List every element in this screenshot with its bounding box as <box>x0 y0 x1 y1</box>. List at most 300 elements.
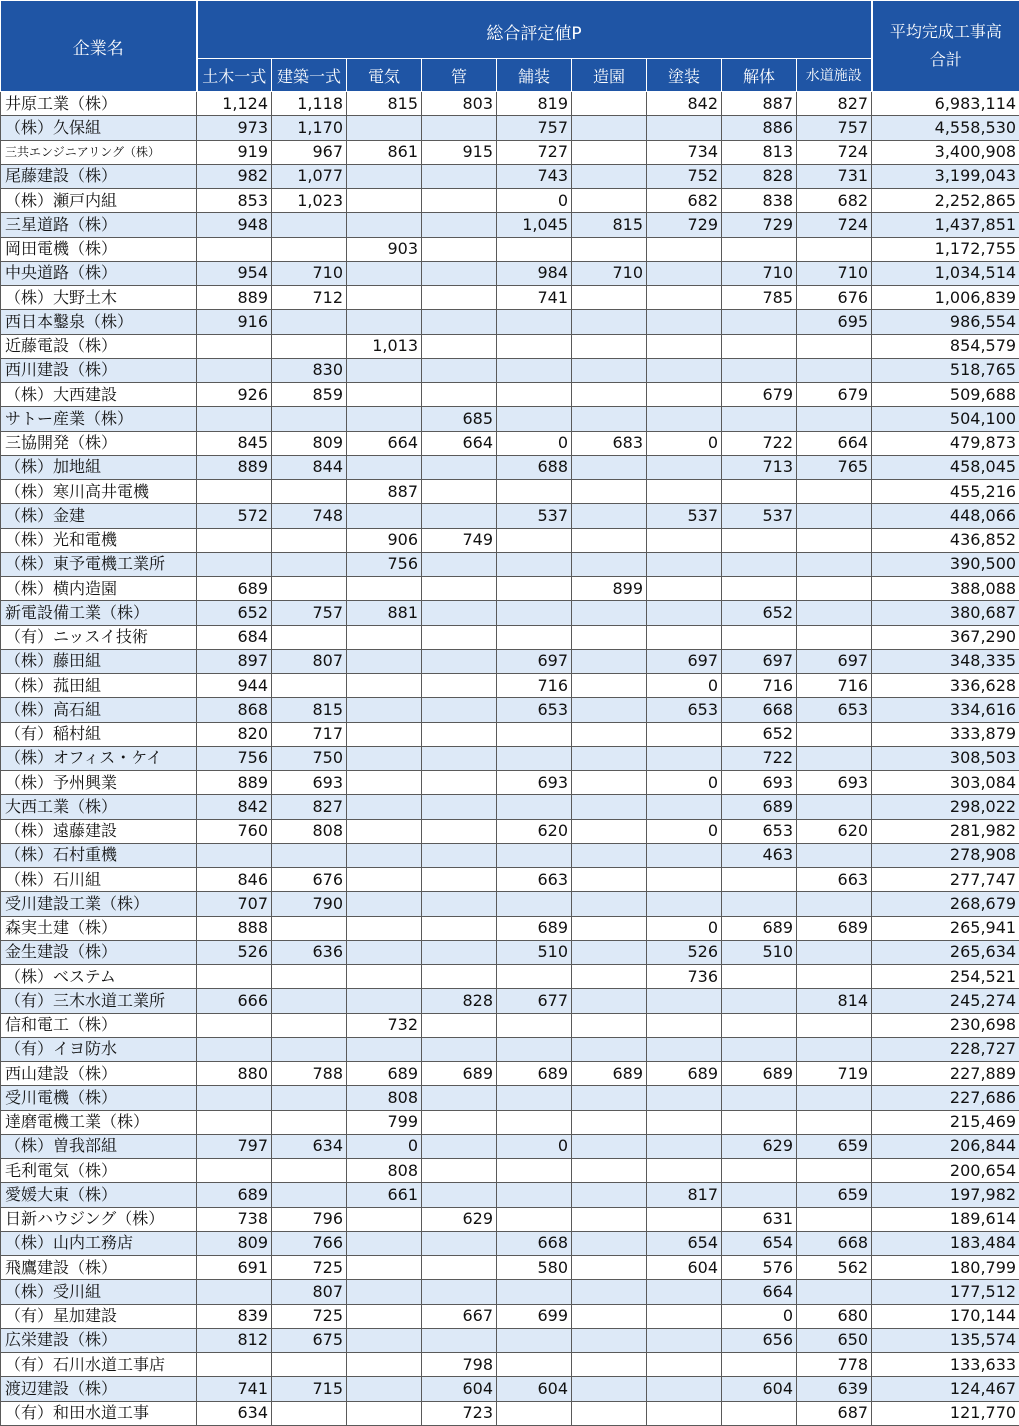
score-cell: 604 <box>722 1377 797 1401</box>
table-row <box>1 116 1019 140</box>
avg-completed-works-cell: 200,654 <box>872 1159 1019 1183</box>
score-cell: 463 <box>722 843 797 867</box>
score-cell <box>422 746 497 770</box>
score-cell: 766 <box>272 1231 347 1255</box>
score-cell <box>347 771 422 795</box>
score-cell <box>572 358 647 382</box>
score-cell: 537 <box>497 504 572 528</box>
company-name-cell: （株）受川組 <box>1 1280 197 1304</box>
score-cell <box>347 1037 422 1061</box>
table-row <box>1 795 1019 819</box>
score-cell: 944 <box>197 674 272 698</box>
score-cell: 809 <box>197 1231 272 1255</box>
score-cell <box>347 383 422 407</box>
score-cell <box>722 1013 797 1037</box>
score-cell <box>422 577 497 601</box>
company-name-cell: （株）曽我部組 <box>1 1134 197 1158</box>
avg-completed-works-cell: 278,908 <box>872 843 1019 867</box>
avg-completed-works-cell: 281,982 <box>872 819 1019 843</box>
score-cell: 691 <box>197 1256 272 1280</box>
avg-completed-works-cell: 6,983,114 <box>872 92 1019 116</box>
company-name-cell: （有）星加建設 <box>1 1304 197 1328</box>
score-cell: 757 <box>272 601 347 625</box>
company-name-cell: 岡田電機（株） <box>1 237 197 261</box>
score-cell <box>722 552 797 576</box>
score-cell: 716 <box>497 674 572 698</box>
table-row <box>1 819 1019 843</box>
score-cell: 1,170 <box>272 116 347 140</box>
company-name-cell: 森実土建（株） <box>1 916 197 940</box>
avg-completed-works-cell: 1,437,851 <box>872 213 1019 237</box>
score-cell: 634 <box>272 1134 347 1158</box>
table-row <box>1 286 1019 310</box>
score-cell <box>722 480 797 504</box>
score-cell <box>722 892 797 916</box>
score-cell <box>422 213 497 237</box>
score-cell <box>422 916 497 940</box>
score-cell: 689 <box>197 1183 272 1207</box>
score-cell <box>272 1159 347 1183</box>
score-cell <box>422 358 497 382</box>
company-name-cell: 日新ハウジング（株） <box>1 1207 197 1231</box>
table-row <box>1 868 1019 892</box>
score-cell: 725 <box>272 1256 347 1280</box>
score-cell <box>572 1110 647 1134</box>
score-cell: 652 <box>722 722 797 746</box>
score-cell <box>347 504 422 528</box>
table-row <box>1 528 1019 552</box>
score-cell: 788 <box>272 1062 347 1086</box>
avg-completed-works-cell: 268,679 <box>872 892 1019 916</box>
score-cell: 664 <box>722 1280 797 1304</box>
score-cell: 731 <box>797 164 872 188</box>
avg-completed-works-cell: 336,628 <box>872 674 1019 698</box>
score-cell <box>647 892 722 916</box>
score-cell: 741 <box>197 1377 272 1401</box>
score-cell <box>347 310 422 334</box>
score-cell <box>497 577 572 601</box>
score-cell <box>722 1183 797 1207</box>
score-cell: 629 <box>422 1207 497 1231</box>
score-cell: 697 <box>647 649 722 673</box>
score-cell <box>347 1256 422 1280</box>
table-row <box>1 334 1019 358</box>
score-cell <box>197 552 272 576</box>
score-cell <box>347 625 422 649</box>
company-name-cell: 信和電工（株） <box>1 1013 197 1037</box>
score-cell <box>197 237 272 261</box>
score-cell <box>272 965 347 989</box>
score-cell: 736 <box>647 965 722 989</box>
score-cell <box>272 1110 347 1134</box>
score-cell: 656 <box>722 1328 797 1352</box>
score-cell: 689 <box>572 1062 647 1086</box>
score-cell <box>572 746 647 770</box>
score-cell <box>347 1377 422 1401</box>
score-cell <box>497 1110 572 1134</box>
company-name-cell: （株）石川組 <box>1 868 197 892</box>
score-cell <box>422 1086 497 1110</box>
company-name-cell: 井原工業（株） <box>1 92 197 116</box>
table-row <box>1 649 1019 673</box>
score-cell: 713 <box>722 455 797 479</box>
avg-completed-works-cell: 265,634 <box>872 940 1019 964</box>
avg-completed-works-cell: 189,614 <box>872 1207 1019 1231</box>
score-cell: 0 <box>497 189 572 213</box>
score-cell: 729 <box>647 213 722 237</box>
table-row <box>1 1328 1019 1352</box>
score-cell: 661 <box>347 1183 422 1207</box>
avg-header-line2: 合計 <box>929 50 962 69</box>
score-cell <box>722 625 797 649</box>
score-cell: 699 <box>497 1304 572 1328</box>
score-cell <box>797 528 872 552</box>
table-row <box>1 1159 1019 1183</box>
score-cell: 815 <box>272 698 347 722</box>
score-cell: 664 <box>797 431 872 455</box>
score-cell: 0 <box>647 431 722 455</box>
score-cell <box>422 965 497 989</box>
score-cell <box>647 358 722 382</box>
company-name-cell: 毛利電気（株） <box>1 1159 197 1183</box>
score-cell: 906 <box>347 528 422 552</box>
score-cell <box>347 989 422 1013</box>
score-cell <box>347 1280 422 1304</box>
score-cell: 689 <box>347 1062 422 1086</box>
score-cell <box>647 237 722 261</box>
score-cell: 634 <box>197 1401 272 1425</box>
score-cell: 1,124 <box>197 92 272 116</box>
table-row <box>1 1134 1019 1158</box>
score-cell <box>422 722 497 746</box>
score-cell <box>797 746 872 770</box>
score-cell: 653 <box>497 698 572 722</box>
table-row <box>1 965 1019 989</box>
score-cell <box>272 1401 347 1425</box>
score-cell <box>422 1256 497 1280</box>
score-cell <box>722 989 797 1013</box>
score-cell <box>197 358 272 382</box>
company-name-cell: （株）遠藤建設 <box>1 819 197 843</box>
company-name-cell: 大西工業（株） <box>1 795 197 819</box>
score-cell: 724 <box>797 213 872 237</box>
score-cell <box>647 116 722 140</box>
score-cell: 807 <box>272 1280 347 1304</box>
score-cell: 604 <box>422 1377 497 1401</box>
score-cell <box>422 237 497 261</box>
score-cell: 666 <box>197 989 272 1013</box>
score-cell <box>422 795 497 819</box>
score-cell <box>422 552 497 576</box>
avg-completed-works-cell: 227,686 <box>872 1086 1019 1110</box>
score-cell <box>572 189 647 213</box>
score-cell: 697 <box>722 649 797 673</box>
score-cell <box>497 237 572 261</box>
score-cell <box>797 480 872 504</box>
score-cell <box>797 625 872 649</box>
score-cell: 845 <box>197 431 272 455</box>
score-cell <box>272 528 347 552</box>
avg-completed-works-cell: 177,512 <box>872 1280 1019 1304</box>
table-row <box>1 1353 1019 1377</box>
score-cell <box>272 213 347 237</box>
score-cell: 654 <box>722 1231 797 1255</box>
score-cell: 757 <box>797 116 872 140</box>
score-cell: 653 <box>647 698 722 722</box>
avg-completed-works-cell: 170,144 <box>872 1304 1019 1328</box>
score-cell: 667 <box>422 1304 497 1328</box>
score-cell <box>272 843 347 867</box>
score-cell <box>647 1207 722 1231</box>
score-cell <box>647 1134 722 1158</box>
score-cell <box>572 92 647 116</box>
score-cell: 620 <box>497 819 572 843</box>
table-row <box>1 1183 1019 1207</box>
score-cell <box>272 552 347 576</box>
score-cell <box>797 504 872 528</box>
score-cell: 817 <box>647 1183 722 1207</box>
avg-header-line1: 平均完成工事高 <box>889 22 1002 41</box>
score-cell <box>272 916 347 940</box>
score-cell <box>497 310 572 334</box>
score-cell <box>572 1280 647 1304</box>
score-cell: 813 <box>722 140 797 164</box>
score-cell: 984 <box>497 261 572 285</box>
table-row <box>1 92 1019 116</box>
company-name-cell: （株）瀬戸内組 <box>1 189 197 213</box>
score-cell: 807 <box>272 649 347 673</box>
company-name-cell: （株）横内造園 <box>1 577 197 601</box>
table-row <box>1 1207 1019 1231</box>
score-cell <box>197 965 272 989</box>
score-cell: 973 <box>197 116 272 140</box>
col-header-suidou: 水道施設 <box>797 59 872 92</box>
score-cell <box>797 407 872 431</box>
avg-completed-works-cell: 1,034,514 <box>872 261 1019 285</box>
company-name-cell: （有）イヨ防水 <box>1 1037 197 1061</box>
company-column-header: 企業名 <box>1 1 197 92</box>
score-cell: 757 <box>497 116 572 140</box>
score-cell <box>797 358 872 382</box>
score-cell <box>647 1401 722 1425</box>
score-cell: 812 <box>197 1328 272 1352</box>
score-cell <box>572 504 647 528</box>
score-cell: 684 <box>197 625 272 649</box>
company-name-cell: 尾藤建設（株） <box>1 164 197 188</box>
score-cell: 668 <box>722 698 797 722</box>
score-cell <box>647 601 722 625</box>
score-cell: 537 <box>647 504 722 528</box>
score-group-header: 総合評定値P <box>197 1 872 59</box>
score-cell <box>572 1037 647 1061</box>
score-cell <box>722 1086 797 1110</box>
score-cell <box>347 577 422 601</box>
score-cell: 572 <box>197 504 272 528</box>
score-cell <box>797 577 872 601</box>
score-cell <box>422 601 497 625</box>
table-row <box>1 1086 1019 1110</box>
company-name-cell: （株）石村重機 <box>1 843 197 867</box>
score-cell <box>272 989 347 1013</box>
score-cell: 562 <box>797 1256 872 1280</box>
table-header <box>1 1 1019 92</box>
score-cell <box>497 358 572 382</box>
score-cell: 689 <box>797 916 872 940</box>
score-cell <box>422 383 497 407</box>
table-row <box>1 237 1019 261</box>
score-cell <box>572 1134 647 1158</box>
table-row <box>1 1377 1019 1401</box>
company-name-cell: （株）予州興業 <box>1 771 197 795</box>
table-row <box>1 722 1019 746</box>
score-cell <box>197 1037 272 1061</box>
score-cell <box>647 577 722 601</box>
score-cell <box>422 649 497 673</box>
score-cell: 0 <box>647 771 722 795</box>
score-cell <box>572 552 647 576</box>
score-cell <box>572 480 647 504</box>
company-name-cell: 西日本鑿泉（株） <box>1 310 197 334</box>
score-cell <box>272 237 347 261</box>
score-cell <box>722 1037 797 1061</box>
score-cell: 689 <box>497 1062 572 1086</box>
score-cell <box>572 1013 647 1037</box>
score-cell: 926 <box>197 383 272 407</box>
score-cell <box>197 1159 272 1183</box>
score-cell <box>497 1183 572 1207</box>
table-row <box>1 431 1019 455</box>
score-cell <box>722 1353 797 1377</box>
avg-completed-works-cell: 197,982 <box>872 1183 1019 1207</box>
company-name-cell: 渡辺建設（株） <box>1 1377 197 1401</box>
avg-completed-works-cell: 308,503 <box>872 746 1019 770</box>
score-cell <box>347 286 422 310</box>
table-row <box>1 164 1019 188</box>
score-cell: 0 <box>647 819 722 843</box>
score-cell <box>347 1401 422 1425</box>
score-cell <box>572 528 647 552</box>
avg-completed-works-cell: 230,698 <box>872 1013 1019 1037</box>
score-cell: 842 <box>647 92 722 116</box>
score-cell: 899 <box>572 577 647 601</box>
score-cell: 808 <box>347 1159 422 1183</box>
avg-completed-works-cell: 215,469 <box>872 1110 1019 1134</box>
score-cell <box>797 722 872 746</box>
score-cell <box>722 528 797 552</box>
score-cell: 659 <box>797 1134 872 1158</box>
score-cell <box>422 1231 497 1255</box>
score-cell: 0 <box>497 431 572 455</box>
score-cell <box>572 1159 647 1183</box>
score-cell <box>422 868 497 892</box>
score-cell: 629 <box>722 1134 797 1158</box>
score-cell <box>647 868 722 892</box>
score-cell: 676 <box>272 868 347 892</box>
score-cell: 576 <box>722 1256 797 1280</box>
score-cell <box>497 1328 572 1352</box>
score-cell: 697 <box>797 649 872 673</box>
score-cell <box>572 455 647 479</box>
score-cell: 668 <box>797 1231 872 1255</box>
score-cell: 687 <box>797 1401 872 1425</box>
score-cell <box>647 795 722 819</box>
score-cell <box>272 1086 347 1110</box>
company-name-cell: 金生建設（株） <box>1 940 197 964</box>
score-cell <box>647 1037 722 1061</box>
avg-completed-works-cell: 390,500 <box>872 552 1019 576</box>
table-row <box>1 189 1019 213</box>
avg-completed-works-cell: 388,088 <box>872 577 1019 601</box>
score-cell: 677 <box>497 989 572 1013</box>
avg-completed-works-cell: 2,252,865 <box>872 189 1019 213</box>
score-cell: 685 <box>422 407 497 431</box>
avg-completed-works-cell: 183,484 <box>872 1231 1019 1255</box>
score-cell <box>497 1159 572 1183</box>
score-cell <box>722 1159 797 1183</box>
company-name-cell: 西山建設（株） <box>1 1062 197 1086</box>
score-cell: 798 <box>422 1353 497 1377</box>
score-cell <box>572 795 647 819</box>
table-row <box>1 698 1019 722</box>
score-cell <box>497 1280 572 1304</box>
score-cell: 682 <box>647 189 722 213</box>
score-cell: 967 <box>272 140 347 164</box>
score-cell: 675 <box>272 1328 347 1352</box>
score-cell <box>572 1256 647 1280</box>
score-cell <box>572 625 647 649</box>
score-cell <box>797 1037 872 1061</box>
score-cell: 0 <box>647 916 722 940</box>
score-cell <box>197 407 272 431</box>
score-cell <box>572 771 647 795</box>
score-cell: 844 <box>272 455 347 479</box>
score-cell: 820 <box>197 722 272 746</box>
score-cell: 654 <box>647 1231 722 1255</box>
score-cell: 689 <box>422 1062 497 1086</box>
score-cell: 0 <box>722 1304 797 1328</box>
score-cell: 846 <box>197 868 272 892</box>
score-cell <box>347 746 422 770</box>
score-cell <box>197 1013 272 1037</box>
score-cell: 0 <box>347 1134 422 1158</box>
avg-completed-works-cell: 298,022 <box>872 795 1019 819</box>
score-cell <box>647 746 722 770</box>
score-cell <box>647 383 722 407</box>
score-cell <box>647 722 722 746</box>
table-row <box>1 843 1019 867</box>
score-cell <box>572 383 647 407</box>
score-cell: 710 <box>797 261 872 285</box>
company-name-cell: （株）光和電機 <box>1 528 197 552</box>
score-cell <box>722 868 797 892</box>
score-cell <box>797 1013 872 1037</box>
table-row <box>1 407 1019 431</box>
score-cell: 695 <box>797 310 872 334</box>
score-cell <box>572 722 647 746</box>
score-cell: 716 <box>722 674 797 698</box>
table-row <box>1 771 1019 795</box>
avg-completed-works-cell: 518,765 <box>872 358 1019 382</box>
score-cell: 729 <box>722 213 797 237</box>
score-cell <box>347 213 422 237</box>
score-cell <box>422 334 497 358</box>
avg-completed-works-cell: 133,633 <box>872 1353 1019 1377</box>
avg-completed-works-cell: 1,172,755 <box>872 237 1019 261</box>
score-cell: 510 <box>497 940 572 964</box>
score-cell <box>347 940 422 964</box>
score-cell <box>347 164 422 188</box>
score-cell <box>647 261 722 285</box>
